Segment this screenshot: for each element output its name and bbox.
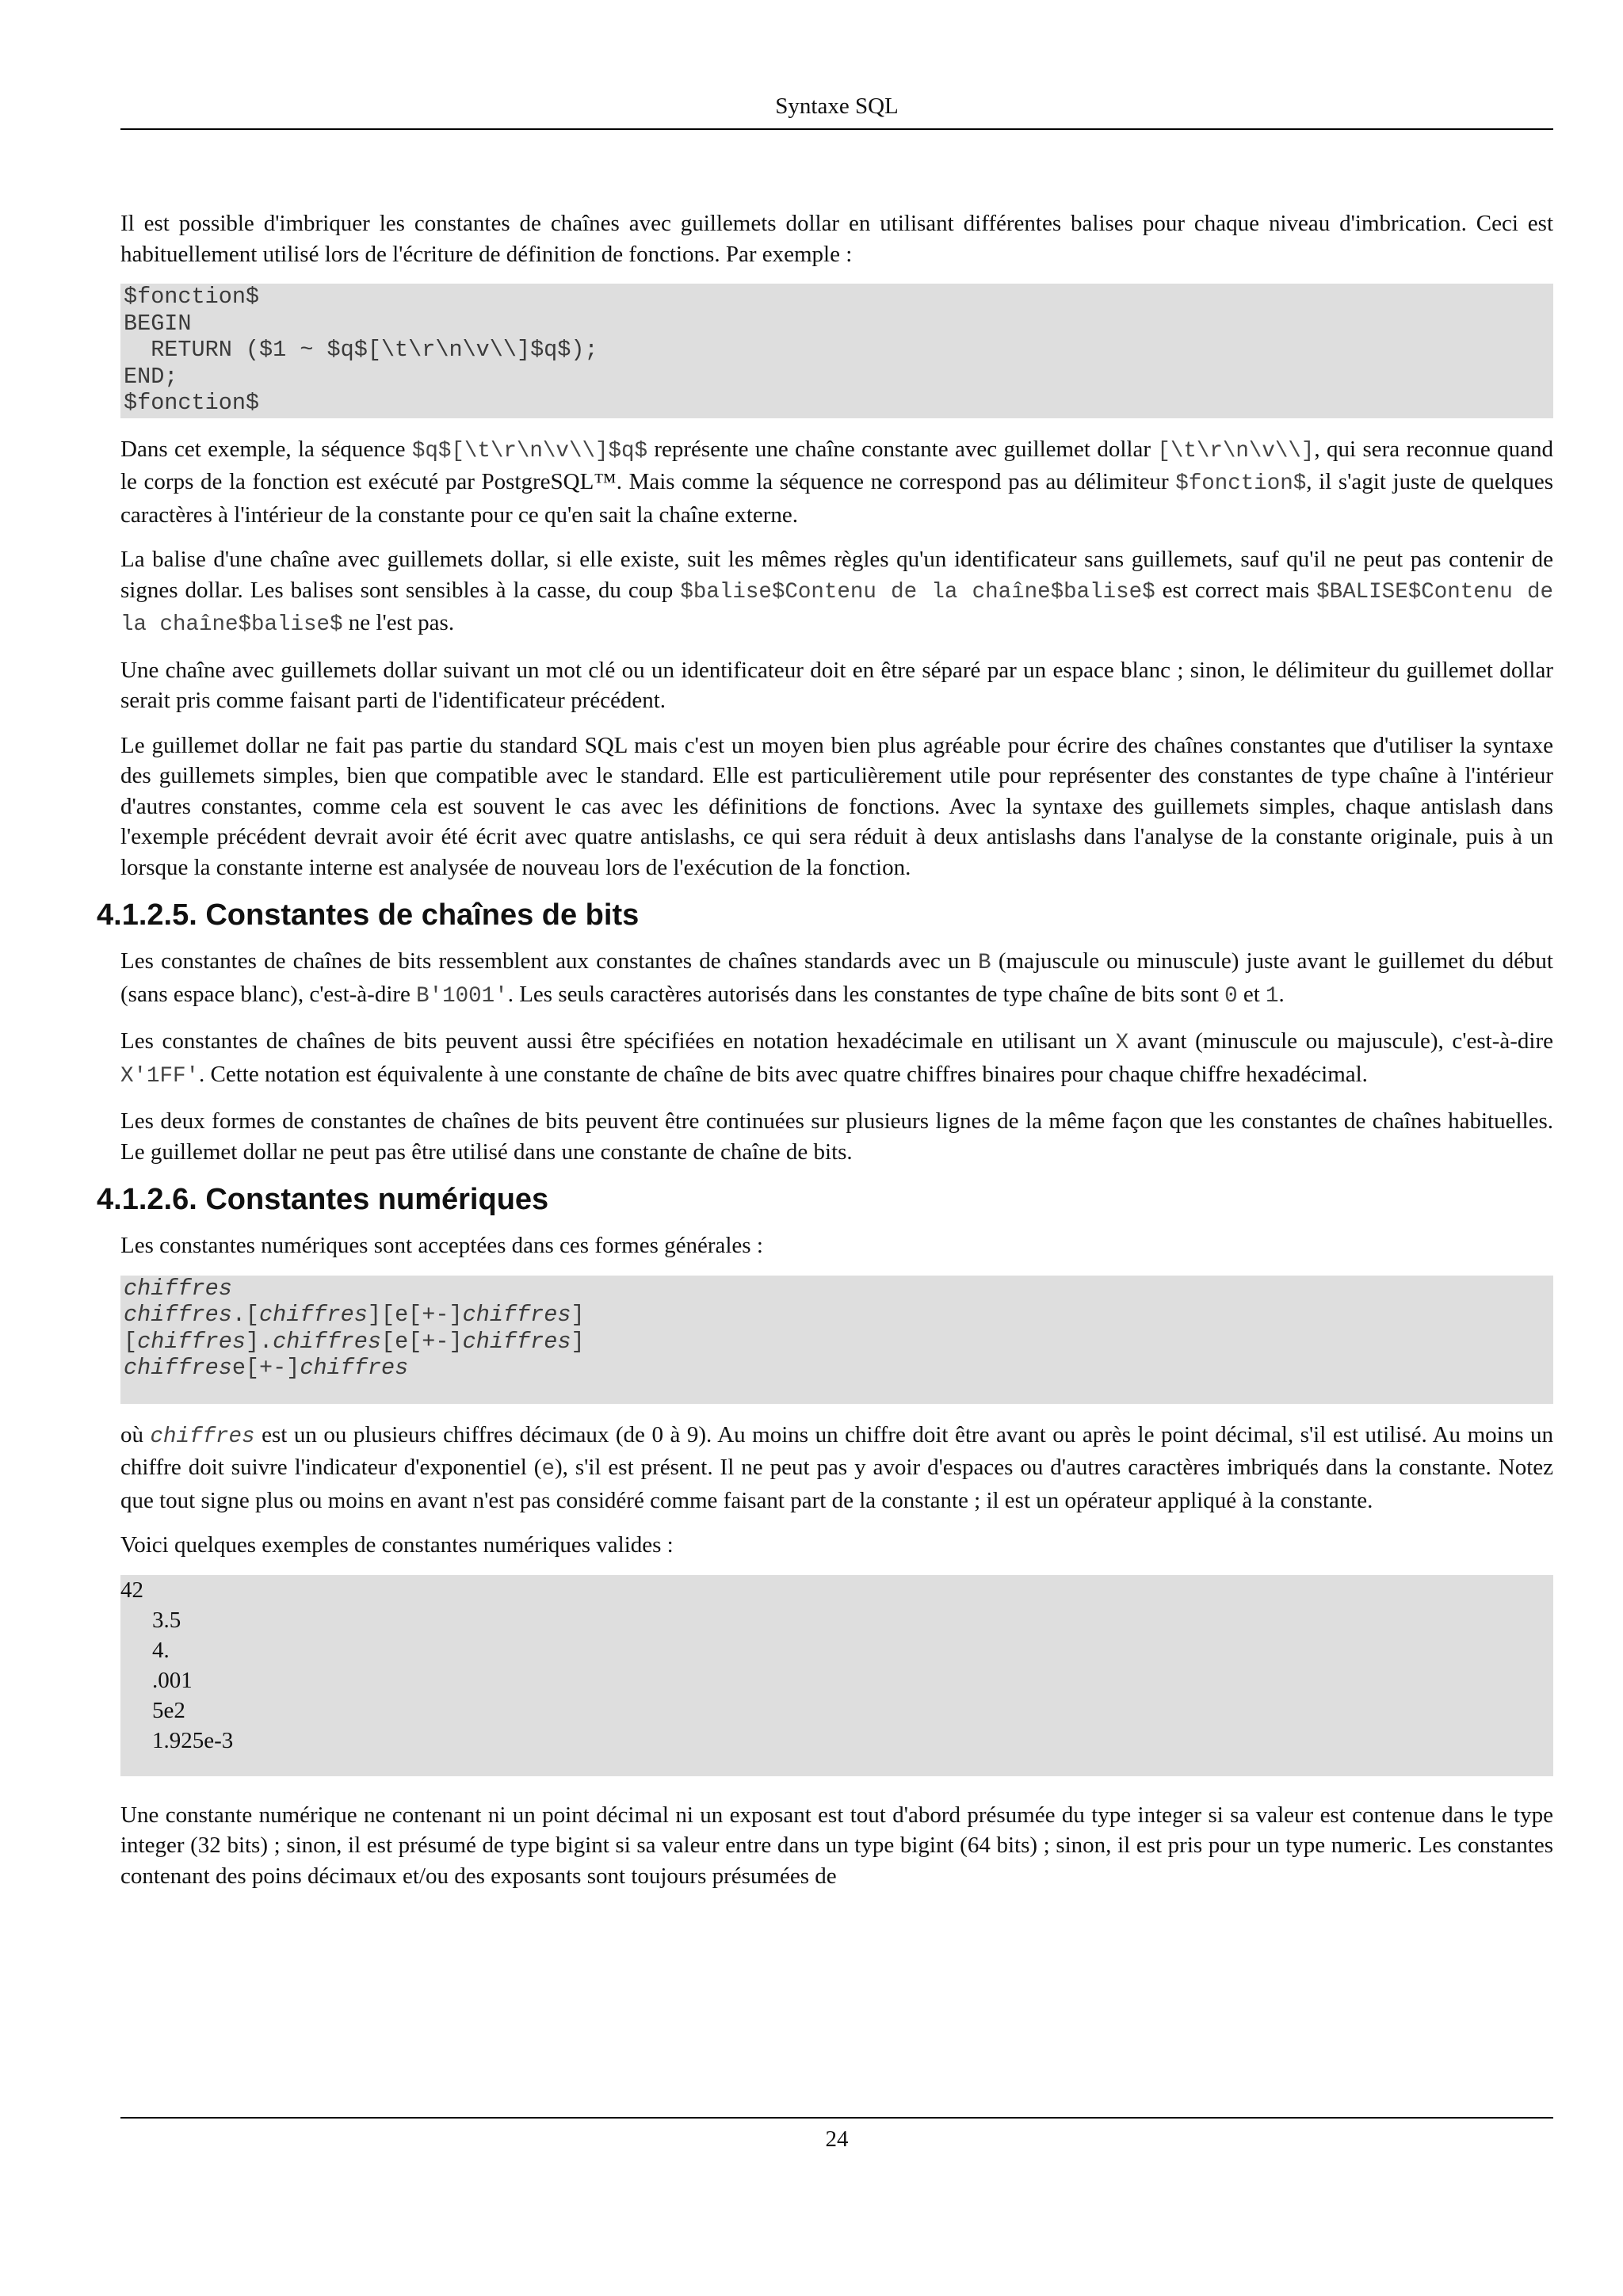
page-number: 24 [825,2126,849,2152]
example-value: 3.5 [152,1607,181,1633]
example-value: 5e2 [152,1697,185,1723]
text-run: représente une chaîne constante avec guillemet dollar [647,436,1158,462]
placeholder-digits: chiffres [124,1302,232,1328]
placeholder-digits: chiffres [124,1355,232,1381]
inline-code: B'1001' [416,983,508,1009]
inline-code: X'1FF' [120,1063,200,1089]
inline-code: $BALISE$Contenu de la chaîne$balise$ [120,579,1553,637]
placeholder-digits: chiffres [273,1328,381,1355]
paragraph-type-inference: Une constante numérique ne contenant ni un point décimal ni un exposant est tout d'abord présumée du type integer si sa valeur est contenue dans le type integer (32 bits) ; sinon, il est présumé de type bigint si sa valeur entre dans un type bigint (64 bits) ; sinon, il est pris pour un type numeric. Les constantes contenant des poins décimaux et/ou des exposants sont toujours présumées de [120,1802,1553,1889]
inline-code: e [541,1457,555,1482]
form-line [124,1276,232,1302]
section-heading-bit-strings: 4.1.2.5. Constantes de chaînes de bits [97,898,640,932]
examples-block [120,1575,1553,1776]
paragraph-numeric-forms-intro: Les constantes numériques sont acceptées dans ces formes générales : [120,1233,763,1258]
code-numeric-forms [124,1276,1550,1404]
inline-code: 1 [1266,983,1279,1009]
text-run: avant (minuscule ou majuscule), c'est-à-dire [1128,1028,1553,1054]
running-header: Syntaxe SQL [775,93,899,119]
footer-rule [120,2117,1553,2119]
paragraph-examples-intro: Voici quelques exemples de constantes numériques valides : [120,1532,674,1558]
text-run: est un ou plusieurs chiffres décimaux (de 0 à 9). Au moins un chiffre doit être avant ou après le point décimal, s'il est utilisé. Au moins un chiffre doit suivre l'indicateur d'exponentiel ( [120,1421,1553,1480]
inline-code: X [1115,1031,1129,1055]
inline-code: chiffres [150,1424,255,1449]
paragraph-sql-standard: Le guillemet dollar ne fait pas partie du standard SQL mais c'est un moyen bien plus agréable pour écrire des chaînes constantes que d'utiliser la syntaxe des guillemets simples, bien que compatible avec le standard. Elle est particulièrement utile pour représenter des constantes de type chaîne à l'intérieur d'autres constantes, comme cela est souvent le cas avec les définitions de fonctions. Avec la syntaxe des guillemets simples, chaque antislash dans l'exemple précédent devrait avoir été écrit avec quatre antislashs, ce qui sera réduit à deux antislashs dans l'analyse de la constante originale, puis à un lorsque la constante interne est analysée de nouveau lors de l'exécution de la fonction. [120,732,1553,880]
example-value: 1.925e-3 [152,1727,234,1753]
inline-code: $fonction$ [1175,471,1307,496]
text-run: où [120,1421,151,1447]
example-value: .001 [152,1667,193,1693]
text-run: (majuscule ou minuscule) juste avant le guillemet du début (sans espace blanc), c'est-à-dire [120,948,1553,1007]
example-value: 4. [152,1637,170,1663]
paragraph-digits-explanation [120,1420,1553,1516]
text-run: Dans cet exemple, la séquence [120,436,412,462]
form-line: [chiffres].chiffres[e[+-]chiffres] [124,1328,585,1355]
placeholder-digits: chiffres [259,1302,368,1328]
placeholder-digits: chiffres [137,1328,246,1355]
inline-code: [\t\r\n\v\\] [1157,438,1315,463]
text-run: ne l'est pas. [342,610,455,635]
paragraph-bit-continuation: Les deux formes de constantes de chaînes de bits peuvent être continuées sur plusieurs lignes de la même façon que les constantes de chaînes habituelles. Le guillemet dollar ne peut pas être utilisé dans une constante de chaîne de bits. [120,1108,1553,1165]
text-run: La balise d'une chaîne avec guillemets dollar, si elle existe, suit les mêmes règles qu'un identificateur sans guillemets, sauf qu'il ne peut pas contenir de signes dollar. Les balises sont sensibles à la casse, du coup [120,547,1553,603]
text-run: , qui sera reconnue quand le corps de la fonction est exécuté par PostgreSQL™. Mais comme la séquence ne correspond pas au délimiteur [120,436,1553,494]
paragraph-hex-notation [120,1026,1553,1092]
placeholder-digits: chiffres [462,1302,571,1328]
section-heading-numeric-constants: 4.1.2.6. Constantes numériques [97,1183,549,1216]
paragraph-example-explanation [120,434,1553,531]
placeholder-digits: chiffres [124,1275,232,1302]
text-run: , il s'agit juste de quelques caractères à l'intérieur de la constante pour ce qu'en sait la chaîne externe. [120,469,1553,528]
code-function-example: $fonction$ BEGIN RETURN ($1 ~ $q$[\t\r\n\v\\]$q$); END; $fonction$ [124,284,598,416]
inline-code: 0 [1224,983,1238,1009]
placeholder-digits: chiffres [300,1355,409,1381]
placeholder-digits: chiffres [462,1328,571,1355]
inline-code: $balise$Contenu de la chaîne$balise$ [680,579,1155,605]
page-content [97,208,1553,1905]
text-run: . [1278,981,1285,1007]
paragraph-bit-strings [120,946,1553,1012]
text-run: Les constantes de chaînes de bits peuvent aussi être spécifiées en notation hexadécimale en utilisant un [120,1028,1116,1054]
form-line: chiffrese[+-]chiffres [124,1355,409,1381]
text-run: . Cette notation est équivalente à une constante de chaîne de bits avec quatre chiffres binaires pour chaque chiffre hexadécimal. [199,1061,1368,1087]
text-run: est correct mais [1155,577,1317,603]
text-run: . Les seuls caractères autorisés dans les constantes de type chaîne de bits sont [507,981,1225,1007]
paragraph-tag-rules [120,544,1553,641]
inline-code: $q$[\t\r\n\v\\]$q$ [411,438,647,463]
text-run: Les constantes de chaînes de bits ressemblent aux constantes de chaînes standards avec un [120,948,979,974]
inline-code: B [978,951,991,975]
code-block-numeric-forms [120,1276,1553,1404]
paragraph-whitespace-rule: Une chaîne avec guillemets dollar suivant un mot clé ou un identificateur doit en être séparé par un espace blanc ; sinon, le délimiteur du guillemet dollar serait pris comme faisant parti de l'identificateur précédent. [120,657,1553,713]
header-rule [120,128,1553,130]
text-run: et [1237,981,1266,1007]
paragraph-nested-dollar-quotes: Il est possible d'imbriquer les constantes de chaînes avec guillemets dollar en utilisant différentes balises pour chaque niveau d'imbrication. Ceci est habituellement utilisé lors de l'écriture de définition de fonctions. Par exemple : [120,211,1553,267]
form-line: chiffres.[chiffres][e[+-]chiffres] [124,1302,585,1328]
code-block-function [120,284,1553,418]
text-run: ), s'il est présent. Il ne peut pas y avoir d'espaces ou d'autres caractères imbriqués dans la constante. Notez que tout signe plus ou moins en avant n'est pas considéré comme faisant part de la constante ; il est un opérateur appliqué à la constante. [120,1455,1553,1513]
example-value: 42 [120,1577,143,1603]
